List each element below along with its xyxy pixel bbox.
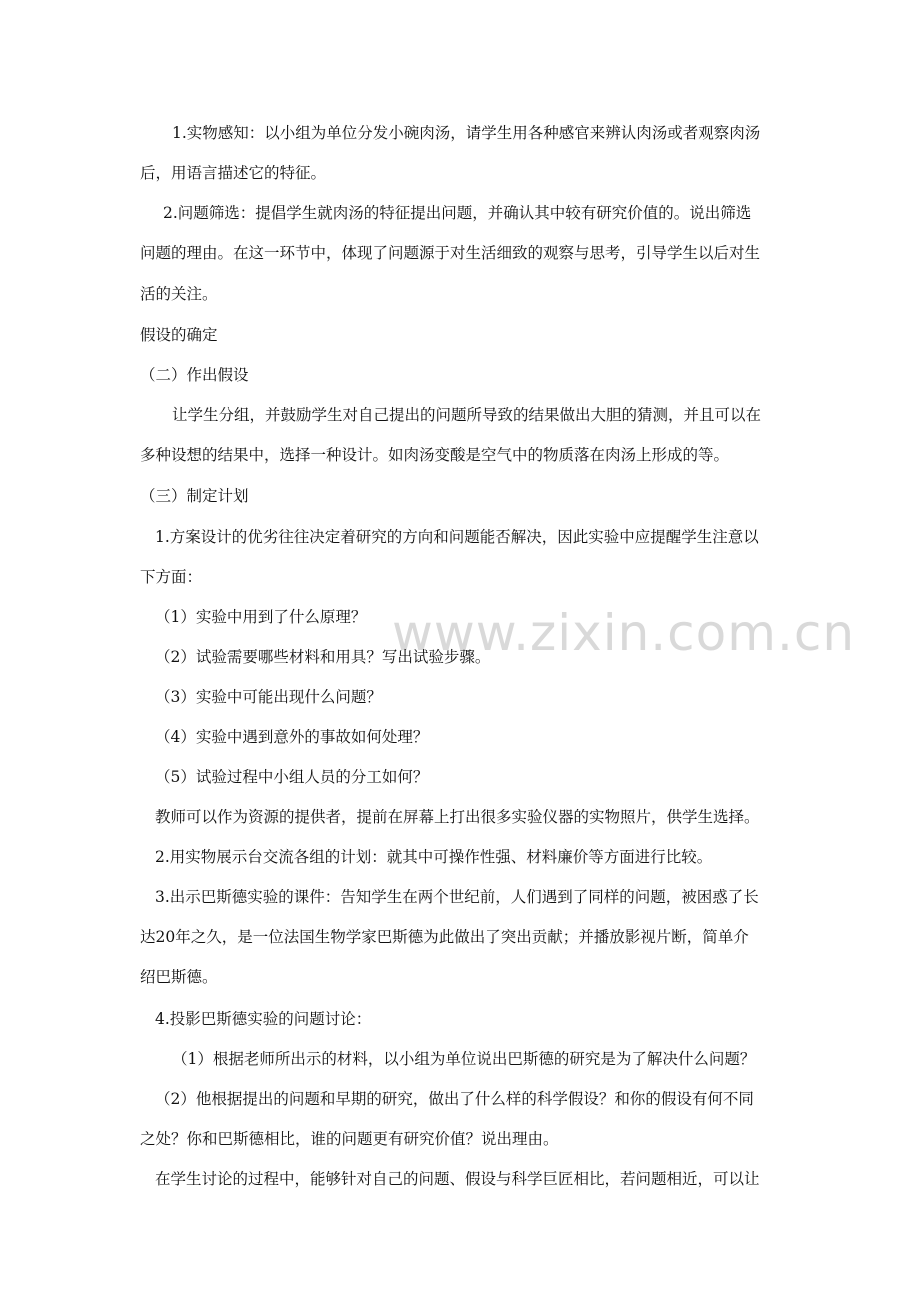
text-line: 多种设想的结果中，选择一种设计。如肉汤变酸是空气中的物质落在肉汤上形成的等。	[140, 446, 730, 464]
section-heading: （三）制定计划	[140, 487, 249, 505]
text-line: 之处？你和巴斯德相比，谁的问题更有研究价值？说出理由。	[140, 1130, 559, 1148]
watermark: www.zixin.com.cn	[392, 604, 856, 662]
list-item: （5）试验过程中小组人员的分工如何？	[155, 768, 429, 786]
text-line: 1.方案设计的优劣往往决定着研究的方向和问题能否解决，因此实验中应提醒学生注意以	[155, 528, 759, 546]
section-heading: （二）作出假设	[140, 366, 249, 384]
section-heading: 假设的确定	[140, 326, 218, 344]
text-line: 绍巴斯德。	[140, 968, 218, 986]
text-line: 3.出示巴斯德实验的课件：告知学生在两个世纪前，人们遇到了同样的问题，被困惑了长	[155, 888, 759, 906]
list-item: （1）实验中用到了什么原理？	[155, 608, 367, 626]
text-line: 活的关注。	[140, 285, 218, 303]
text-line: 2.用实物展示台交流各组的计划：就其中可操作性强、材料廉价等方面进行比较。	[155, 848, 713, 866]
text-line: 教师可以作为资源的提供者，提前在屏幕上打出很多实验仪器的实物照片，供学生选择。	[155, 808, 760, 826]
text-line: 在学生讨论的过程中，能够针对自己的问题、假设与科学巨匠相比，若问题相近，可以让	[155, 1170, 760, 1188]
text-line: 4.投影巴斯德实验的问题讨论：	[155, 1010, 372, 1028]
list-item: （4）实验中遇到意外的事故如何处理？	[155, 728, 429, 746]
text-line: 让学生分组，并鼓励学生对自己提出的问题所导致的结果做出大胆的猜测，并且可以在	[172, 406, 762, 424]
list-item: （1）根据老师所出示的材料，以小组为单位说出巴斯德的研究是为了解决什么问题？	[172, 1050, 756, 1068]
list-item: （2）他根据提出的问题和早期的研究，做出了什么样的科学假设？和你的假设有何不同	[155, 1090, 754, 1108]
text-line: 1.实物感知：以小组为单位分发小碗肉汤，请学生用各种感官来辨认肉汤或者观察肉汤	[172, 124, 761, 142]
list-item: （3）实验中可能出现什么问题？	[155, 688, 382, 706]
text-line: 后，用语言描述它的特征。	[140, 164, 327, 182]
text-line: 2.问题筛选：提倡学生就肉汤的特征提出问题，并确认其中较有研究价值的。说出筛选	[163, 204, 752, 222]
text-line: 问题的理由。在这一环节中，体现了问题源于对生活细致的观察与思考，引导学生以后对生	[140, 244, 761, 262]
text-line: 达20年之久，是一位法国生物学家巴斯德为此做出了突出贡献；并播放影视片断，简单介	[140, 928, 749, 946]
text-line: 下方面：	[140, 568, 203, 586]
list-item: （2）试验需要哪些材料和用具？写出试验步骤。	[155, 648, 491, 666]
